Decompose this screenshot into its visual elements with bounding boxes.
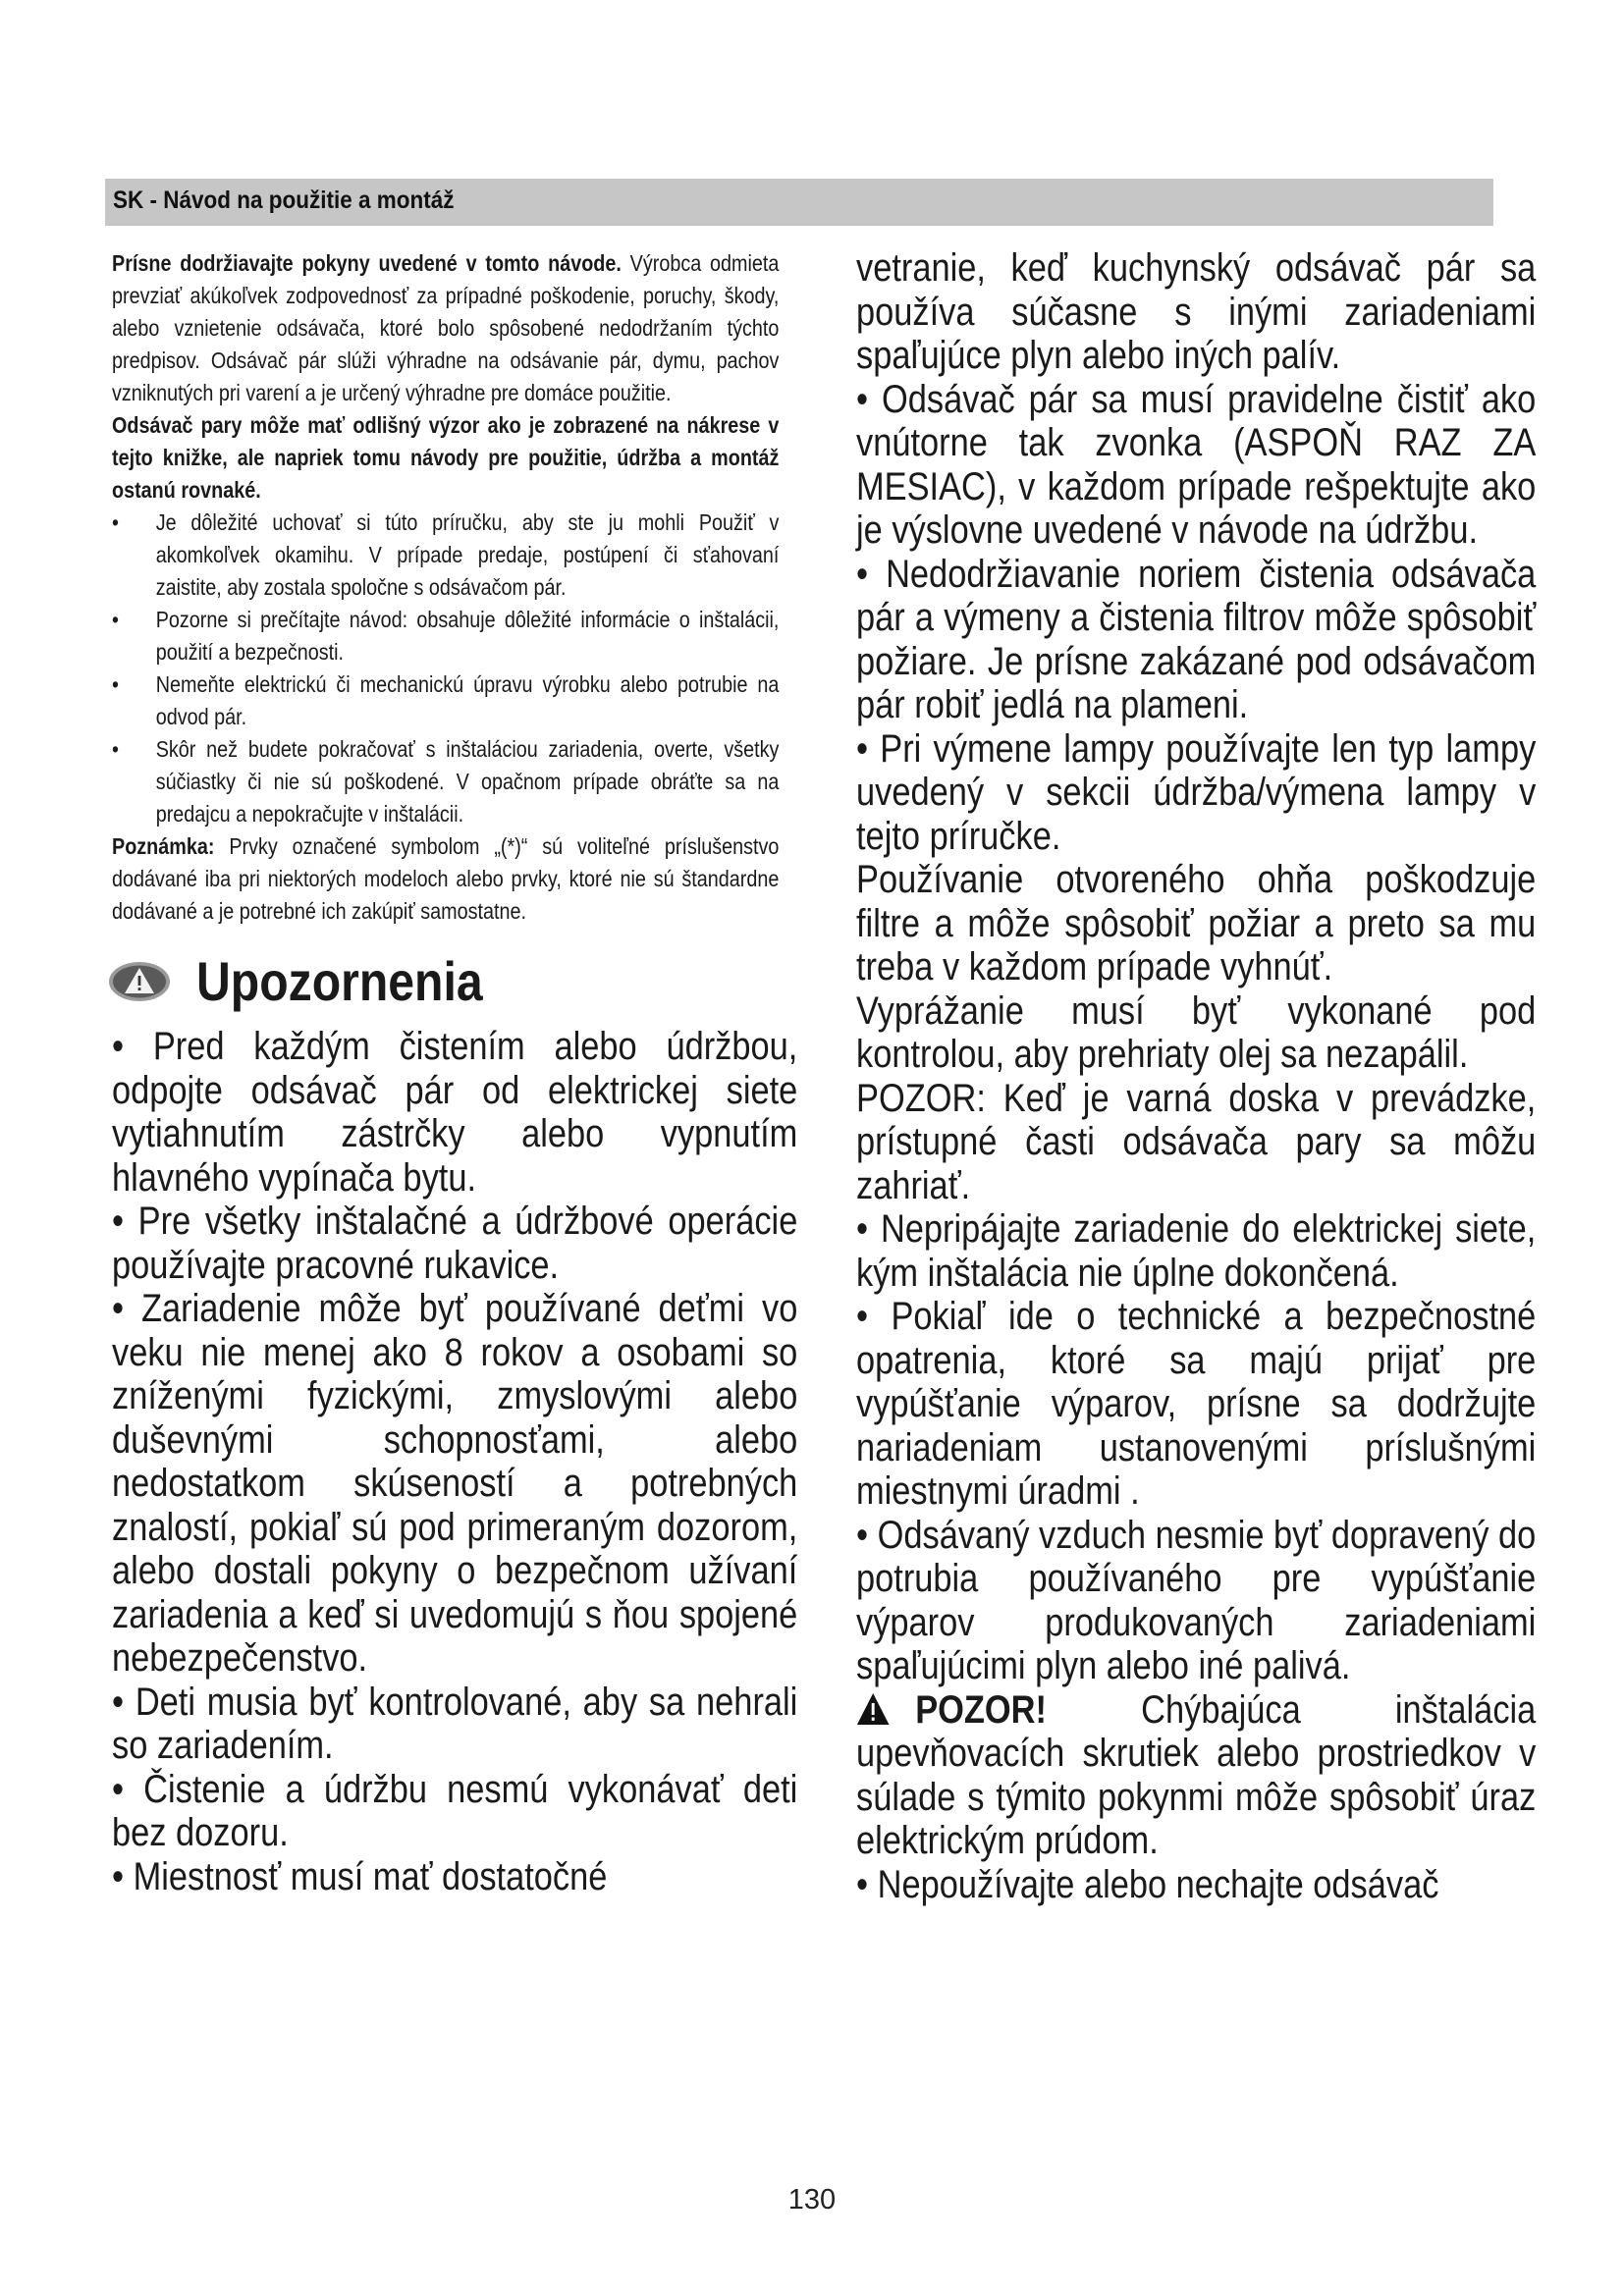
pozor-paragraph — [856, 1688, 1536, 1863]
list-item — [112, 604, 779, 668]
warning-paragraph: POZOR: Keď je varná doska v prevádzke, prístupné časti odsávača pary sa môžu zahriať. — [856, 1076, 1537, 1207]
warning-paragraph: • Zariadenie môže byť používané deťmi vo veku nie menej ako 8 rokov a osobami so zníženými fyzickými, zmyslovými alebo duševnými schopnosťami, alebo nedostatkom skúseností a potrebných znalostí, pokiaľ sú pod primeraným dozorom, alebo dostali pokyny o bezpečnom užívaní zariadenia a keď si uvedomujú s ňou spojené nebezpečenstvo. — [112, 1287, 798, 1680]
pozor-label: POZOR! — [915, 1687, 1047, 1732]
warning-icon — [108, 961, 171, 1002]
warnings-heading-text: Upozornenia — [196, 950, 483, 1012]
warning-paragraph: • Nepripájajte zariadenie do elektrickej siete, kým inštalácia nie úplne dokončená. — [856, 1207, 1537, 1295]
warning-paragraph: • Deti musia byť kontrolované, aby sa nehrali so zariadením. — [112, 1680, 798, 1767]
warning-paragraph: Používanie otvoreného ohňa poškodzuje filtre a môže spôsobiť požiar a preto sa mu treba v každom prípade vyhnúť. — [856, 858, 1537, 988]
list-item — [112, 507, 779, 604]
warning-paragraph: • Pri výmene lampy používajte len typ lampy uvedený v sekcii údržba/výmena lampy v tejto príručke. — [856, 726, 1537, 858]
warning-paragraph: Vyprážanie musí byť vykonané pod kontrolou, aby prehriaty olej sa nezapálil. — [856, 988, 1537, 1076]
right-column — [856, 246, 1536, 1906]
appearance-note: Odsávač pary môže mať odlišný výzor ako je zobrazené na nákrese v tejto knižke, ale napriek tomu návody pre použitie, údržba a montáž ostanú rovnaké. — [112, 412, 780, 503]
warning-paragraph: • Čistenie a údržbu nesmú vykonávať deti bez dozoru. — [112, 1767, 798, 1854]
small-bullet-list — [112, 507, 779, 830]
list-item — [112, 733, 779, 830]
list-item-text: Je dôležité uchovať si túto príručku, aby ste ju mohli Použiť v akomkoľvek okamihu. V prípade predaje, postúpení či sťahovaní zaistite, aby zostala spoločne s odsávačom pár. — [155, 509, 780, 600]
section-title: SK - Návod na použitie a montáž — [113, 187, 455, 214]
pozor-text: Chýbajúca inštalácia upevňovacích skrutiek alebo prostriedkov v súlade s týmito pokynmi môže spôsobiť úraz elektrickým prúdom. — [856, 1687, 1537, 1862]
note-label: Poznámka: — [112, 833, 215, 859]
warning-triangle-icon — [856, 1692, 890, 1726]
note-text: Prvky označené symbolom „(*)“ sú voliteľné príslušenstvo dodávané iba pri niektorých modeloch alebo prvky, ktoré nie sú štandardne dodávané a je potrebné ich zakúpiť samostatne. — [112, 833, 780, 924]
warning-paragraph: • Pred každým čistením alebo údržbou, odpojte odsávač pár od elektrickej siete vytiahnutím zástrčky alebo vypnutím hlavného vypínača bytu. — [112, 1025, 798, 1200]
list-item-text: Skôr než budete pokračovať s inštaláciou zariadenia, overte, všetky súčiastky či nie sú poškodené. V opačnom prípade obráťte sa na predajcu a nepokračujte v inštalácii. — [155, 736, 780, 827]
bullet-icon: • — [112, 607, 119, 632]
bullet-icon: • — [112, 671, 119, 697]
intro-paragraph — [112, 247, 779, 409]
warnings-heading — [112, 949, 780, 1013]
intro-text: Výrobca odmieta prevziať akúkoľvek zodpovednosť za prípadné poškodenie, poruchy, škody, alebo vznietenie odsávača, ktoré bolo spôsobené nedodržaním týchto predpisov. Odsávač pár slúži výhradne na odsávanie pár, dymu, pachov vzniknutých pri varení a je určený výhradne pre domáce použitie. — [112, 250, 780, 405]
warning-paragraph: vetranie, keď kuchynský odsávač pár sa používa súčasne s inými zariadeniami spaľujúce plyn alebo iných palív. — [856, 246, 1537, 377]
section-header-bar — [105, 179, 1493, 226]
bullet-icon: • — [112, 736, 119, 762]
left-column — [112, 247, 798, 1898]
bullet-icon: • — [112, 509, 119, 535]
warning-paragraph: • Nepoužívajte alebo nechajte odsávač — [856, 1862, 1439, 1906]
list-item-text: Nemeňte elektrickú či mechanickú úpravu výrobku alebo potrubie na odvod pár. — [155, 671, 780, 729]
warning-paragraph: • Pre všetky inštalačné a údržbové operácie používajte pracovné rukavice. — [112, 1200, 798, 1287]
warning-paragraph: • Odsávaný vzduch nesmie byť dopravený do potrubia používaného pre vypúšťanie výparov produkovaných zariadeniami spaľujúcimi plyn alebo iné palivá. — [856, 1513, 1537, 1687]
warning-paragraph: • Miestnosť musí mať dostatočné — [112, 1854, 608, 1898]
note-paragraph — [112, 830, 779, 928]
warning-paragraph: • Odsávač pár sa musí pravidelne čistiť ako vnútorne tak zvonka (ASPOŇ RAZ ZA MESIAC), v každom prípade rešpektujte ako je výslovne uvedené v návode na údržbu. — [856, 377, 1537, 552]
list-item-text: Pozorne si prečítajte návod: obsahuje dôležité informácie o inštalácii, použití a bezpečnosti. — [155, 607, 780, 665]
list-item — [112, 668, 779, 733]
warning-paragraph: • Nedodržiavanie noriem čistenia odsávača pár a výmeny a čistenia filtrov môže spôsobiť požiare. Je prísne zakázané pod odsávačom pár robiť jedlá na plameni. — [856, 552, 1537, 726]
warning-paragraph: • Pokiaľ ide o technické a bezpečnostné opatrenia, ktoré sa majú prijať pre vypúšťanie výparov, prísne sa dodržujte nariadeniam ustanovenými príslušnými miestnymi úradmi . — [856, 1295, 1537, 1513]
intro-bold: Prísne dodržiavajte pokyny uvedené v tomto návode. — [112, 250, 622, 276]
page-number: 130 — [787, 2184, 837, 2216]
